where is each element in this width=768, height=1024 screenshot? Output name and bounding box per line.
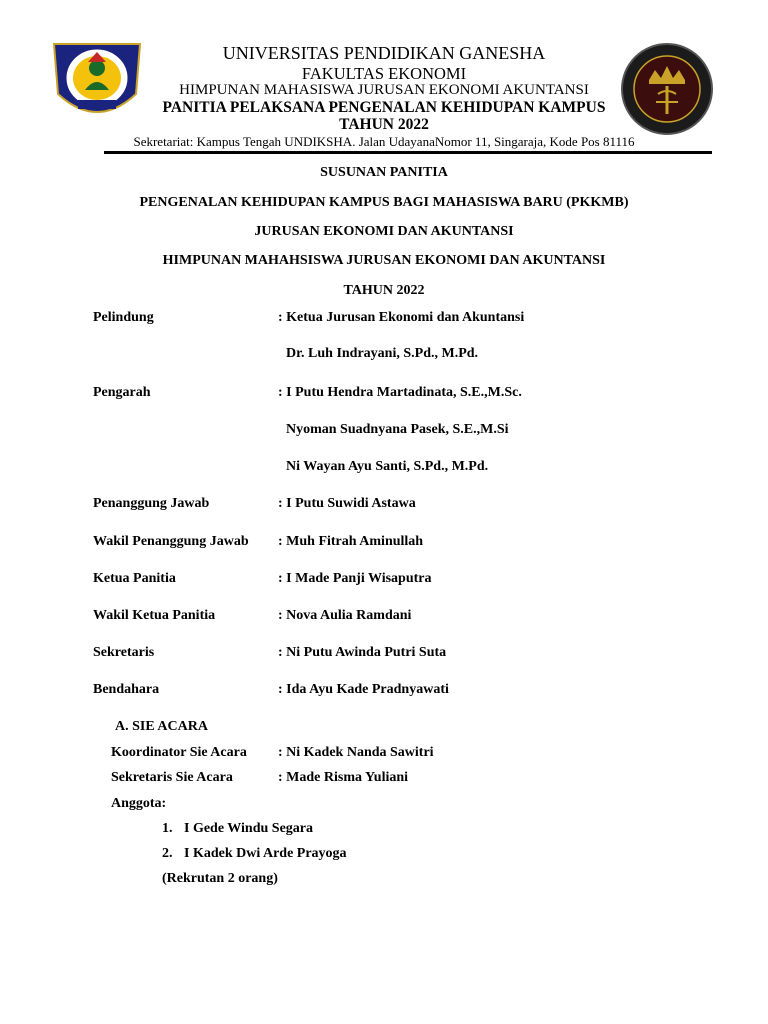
ketua-panitia-label: Ketua Panitia [93,571,176,586]
ketua-panitia-value: : I Made Panji Wisaputra [278,571,432,586]
letterhead [0,0,768,160]
list-item-name: I Kadek Dwi Arde Prayoga [184,846,347,861]
organization-name: HIMPUNAN MAHASISWA JURUSAN EKONOMI AKUNTANSI [179,82,589,98]
list-item-name: I Gede Windu Segara [184,821,314,836]
anggota-label: Anggota: [111,796,167,811]
wakil-ketua-value: : Nova Aulia Ramdani [278,608,412,623]
sekretaris-sie-acara-label: Sekretaris Sie Acara [111,770,233,785]
committee-name: PANITIA PELAKSANA PENGENALAN KEHIDUPAN KAMPUS [162,99,606,116]
pelindung-value-name: Dr. Luh Indrayani, S.Pd., M.Pd. [286,346,479,361]
koordinator-sie-acara-value: : Ni Kadek Nanda Sawitri [278,745,434,760]
doc-subtitle-association: HIMPUNAN MAHAHSISWA JURUSAN EKONOMI DAN AKUNTANSI [162,253,606,268]
doc-subtitle-year: TAHUN 2022 [343,283,425,298]
bendahara-label: Bendahara [93,682,160,697]
wakil-penanggung-jawab-label: Wakil Penanggung Jawab [93,534,249,549]
bendahara-value: : Ida Ayu Kade Pradnyawati [278,682,449,697]
rekrutan-note: (Rekrutan 2 orang) [162,871,278,886]
pelindung-label: Pelindung [93,310,154,325]
list-item-number: 2. [162,846,173,861]
wakil-penanggung-jawab-value: : Muh Fitrah Aminullah [278,534,424,549]
koordinator-sie-acara-label: Koordinator Sie Acara [111,745,247,760]
pengarah-value-2: Nyoman Suadnyana Pasek, S.E.,M.Si [286,422,509,437]
penanggung-jawab-value: : I Putu Suwidi Astawa [278,496,416,511]
secretariat-address: Sekretariat: Kampus Tengah UNDIKSHA. Jalan UdayanaNomor 11, Singaraja, Kode Pos 81116 [133,134,635,149]
committee-year: TAHUN 2022 [339,116,429,133]
university-name: UNIVERSITAS PENDIDIKAN GANESHA [222,43,546,63]
pengarah-value-1: : I Putu Hendra Martadinata, S.E.,M.Sc. [278,385,522,400]
sekretaris-sie-acara-value: : Made Risma Yuliani [278,770,409,785]
sekretaris-label: Sekretaris [93,645,155,660]
penanggung-jawab-label: Penanggung Jawab [93,496,210,511]
list-item [162,821,313,837]
doc-subtitle-department: JURUSAN EKONOMI DAN AKUNTANSI [254,224,514,239]
letterhead-divider [104,151,712,154]
doc-title: SUSUNAN PANITIA [320,165,448,180]
doc-subtitle-event: PENGENALAN KEHIDUPAN KAMPUS BAGI MAHASISWA BARU (PKKMB) [139,195,629,210]
wakil-ketua-label: Wakil Ketua Panitia [93,608,216,623]
sekretaris-value: : Ni Putu Awinda Putri Suta [278,645,447,660]
pengarah-value-3: Ni Wayan Ayu Santi, S.Pd., M.Pd. [286,459,489,474]
list-item-number: 1. [162,821,173,836]
sie-acara-heading: A. SIE ACARA [115,719,208,734]
pengarah-label: Pengarah [93,385,151,400]
pelindung-value: : Ketua Jurusan Ekonomi dan Akuntansi [278,310,525,325]
faculty-name: FAKULTAS EKONOMI [301,64,467,83]
list-item [162,846,347,862]
